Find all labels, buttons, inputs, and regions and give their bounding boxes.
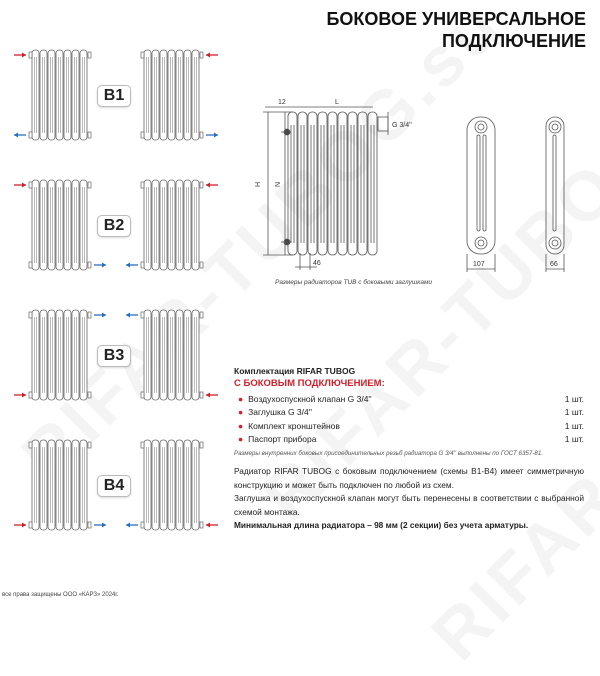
footer-copyright: все права защищены ООО «КАРЗ» 2024г. <box>2 592 119 598</box>
return-arrow-icon <box>94 523 106 528</box>
dim-46: 46 <box>313 260 321 267</box>
radiator-right-icon <box>122 178 222 274</box>
scheme-label: B2 <box>97 215 131 237</box>
bullet-icon: ● <box>238 407 244 418</box>
bullet-icon: ● <box>238 434 244 445</box>
radiator-left-icon <box>10 308 110 404</box>
dimension-drawing <box>255 95 600 275</box>
dim-thread: G 3/4'' <box>392 122 412 129</box>
bullet-icon: ● <box>238 393 244 404</box>
kit-item <box>234 406 584 420</box>
scheme-label: B1 <box>97 85 131 107</box>
scheme-label: B4 <box>97 475 131 497</box>
radiator-right-icon <box>122 308 222 404</box>
return-arrow-icon <box>206 133 218 138</box>
return-arrow-icon <box>126 313 138 318</box>
dim-107: 107 <box>473 261 485 268</box>
kit-item-name: Воздухоспускной клапан G 3/4'' <box>248 393 372 404</box>
description-p2: Заглушка и воздухоспускной клапан могут быть перенесены в соответствии с выбранной схемой монтажа. <box>234 493 584 517</box>
dim-l: L <box>335 99 339 106</box>
radiator-right-icon <box>122 438 222 534</box>
kit-item-name: Паспорт прибора <box>248 434 317 445</box>
description-p1: Радиатор RIFAR TUBOG с боковым подключением (схемы В1-В4) имеет симметричную конструкцию и может быть подключен по любой из схем. <box>234 466 584 490</box>
supply-arrow-icon <box>14 53 26 58</box>
dim-h: H <box>255 181 262 187</box>
title-line-1: БОКОВОЕ УНИВЕРСАЛЬНОЕ <box>326 9 586 29</box>
return-arrow-icon <box>94 313 106 318</box>
kit-item-qty: 1 шт. <box>564 434 584 445</box>
supply-arrow-icon <box>206 523 218 528</box>
dim-n: N <box>275 181 282 187</box>
drawing-caption: Размеры радиаторов TUB с боковыми заглушками <box>275 279 433 286</box>
return-arrow-icon <box>14 133 26 138</box>
dim-12: 12 <box>278 99 286 106</box>
scheme-label: B3 <box>97 345 131 367</box>
page-title <box>326 8 586 52</box>
kit-item-qty: 1 шт. <box>564 393 584 404</box>
supply-arrow-icon <box>14 183 26 188</box>
description-p3: Минимальная длина радиатора – 98 мм (2 секции) без учета арматуры. <box>234 520 529 530</box>
kit-subheading: С БОКОВЫМ ПОДКЛЮЧЕНИЕМ: <box>234 378 385 389</box>
radiator-left-icon <box>10 178 110 274</box>
kit-item <box>234 392 584 406</box>
kit-item <box>234 419 584 433</box>
dim-66: 66 <box>550 261 558 268</box>
kit-item-name: Комплект кронштейнов <box>248 420 340 431</box>
kit-item <box>234 433 584 447</box>
kit-note: Размеры внутренних боковых присоединительных резьб радиатора G 3/4'' выполнены по ГОСТ 6357-81. <box>234 450 543 457</box>
supply-arrow-icon <box>206 183 218 188</box>
kit-item-name: Заглушка G 3/4'' <box>248 407 312 418</box>
kit-item-qty: 1 шт. <box>564 407 584 418</box>
return-arrow-icon <box>126 263 138 268</box>
supply-arrow-icon <box>14 523 26 528</box>
bullet-icon: ● <box>238 420 244 431</box>
supply-arrow-icon <box>14 393 26 398</box>
supply-arrow-icon <box>206 53 218 58</box>
radiator-right-icon <box>122 48 222 144</box>
supply-arrow-icon <box>206 393 218 398</box>
kit-heading: Комплектация RIFAR TUBOG <box>234 366 356 376</box>
return-arrow-icon <box>94 263 106 268</box>
description <box>234 465 584 533</box>
kit-item-qty: 1 шт. <box>564 420 584 431</box>
return-arrow-icon <box>126 523 138 528</box>
radiator-left-icon <box>10 48 110 144</box>
kit-section <box>234 366 584 457</box>
title-line-2: ПОДКЛЮЧЕНИЕ <box>441 31 586 51</box>
radiator-left-icon <box>10 438 110 534</box>
